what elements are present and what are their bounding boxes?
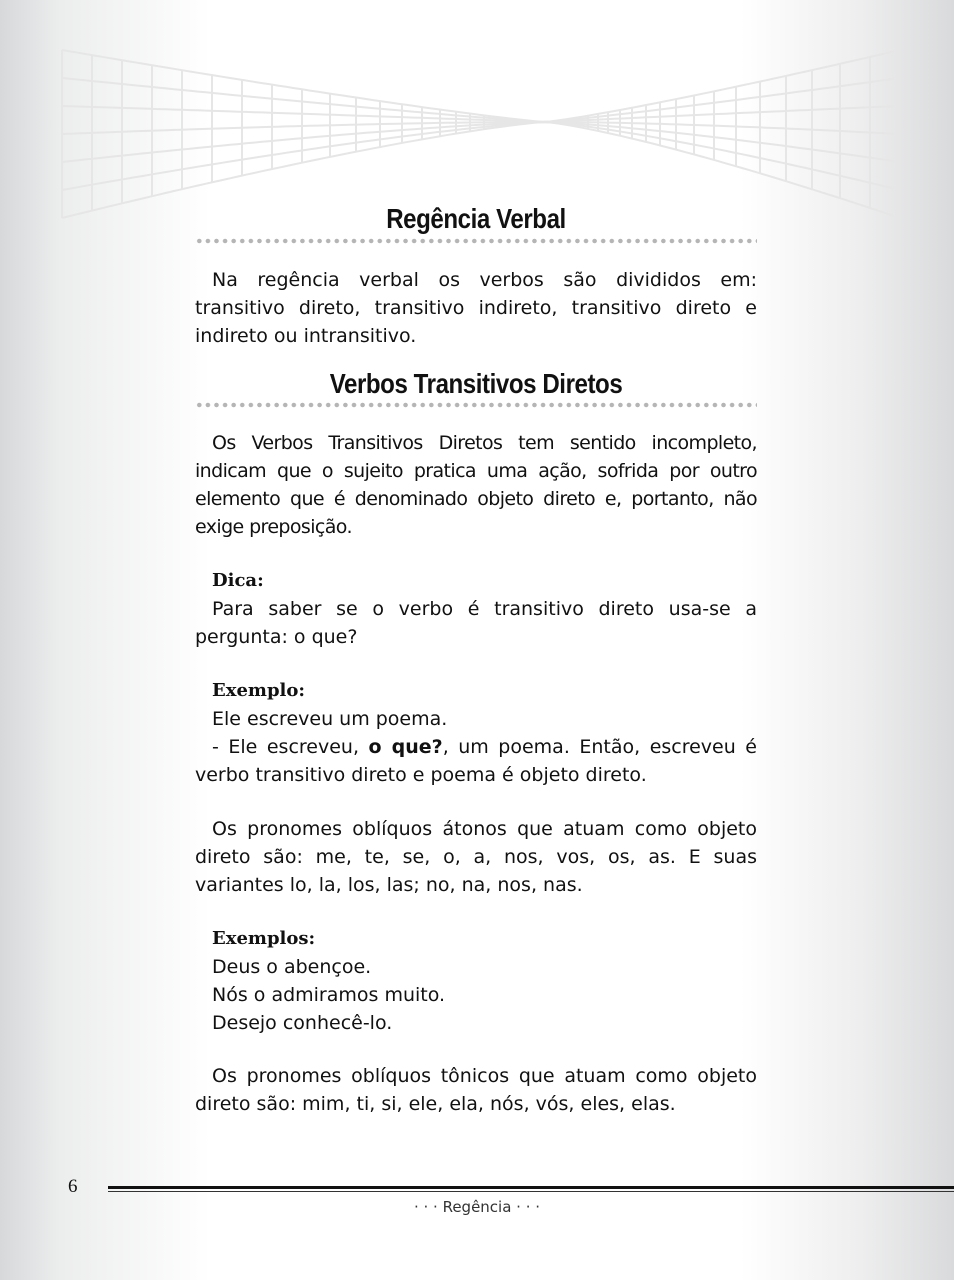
example-explain-post: , um poema. Então, escreveu é verbo transitivo direto e poema é objeto direto. bbox=[195, 736, 757, 786]
tonicos-paragraph: Os pronomes oblíquos tônicos que atuam como objeto direto são: mim, ti, si, ele, ela, nós, vós, eles, elas. bbox=[195, 1065, 757, 1115]
page-number: 6 bbox=[68, 1176, 78, 1197]
section-title-regencia-verbal: Regência Verbal bbox=[386, 203, 566, 234]
example-item: Nós o admiramos muito. bbox=[212, 984, 446, 1006]
atonos-paragraph: Os pronomes oblíquos átonos que atuam como objeto direto são: me, te, se, o, a, nos, vos, os, as. E suas variantes lo, la, los, las; no, na, nos, nas. bbox=[195, 818, 757, 896]
footer-rule-thin bbox=[108, 1191, 954, 1192]
intro-paragraph: Na regência verbal os verbos são divididos em: transitivo direto, transitivo indireto, transitivo direto e indireto ou intransitivo. bbox=[195, 269, 757, 347]
footer-section-label: · · · Regência · · · bbox=[413, 1198, 541, 1216]
tip-text: Para saber se o verbo é transitivo direto usa-se a pergunta: o que? bbox=[195, 598, 757, 648]
dotted-divider bbox=[195, 402, 757, 408]
example-item: Deus o abençoe. bbox=[212, 956, 372, 978]
example-sentence: Ele escreveu um poema. bbox=[212, 708, 448, 730]
section-title-transitivos-diretos: Verbos Transitivos Diretos bbox=[329, 368, 623, 399]
tip-label: Dica: bbox=[212, 570, 264, 591]
definition-paragraph: Os Verbos Transitivos Diretos tem sentido incompleto, indicam que o sujeito pratica uma ação, sofrida por outro elemento que é denominado objeto direto e, portanto, não exige preposição. bbox=[195, 432, 757, 538]
example-explain-pre: - Ele escreveu, bbox=[212, 736, 369, 758]
examples-label: Exemplos: bbox=[212, 928, 316, 949]
example-question: o que? bbox=[368, 736, 443, 758]
footer-rule bbox=[108, 1186, 954, 1189]
example-item: Desejo conhecê-lo. bbox=[212, 1012, 393, 1034]
dotted-divider bbox=[195, 238, 757, 244]
example-label: Exemplo: bbox=[212, 680, 306, 701]
example-explanation bbox=[195, 733, 757, 789]
